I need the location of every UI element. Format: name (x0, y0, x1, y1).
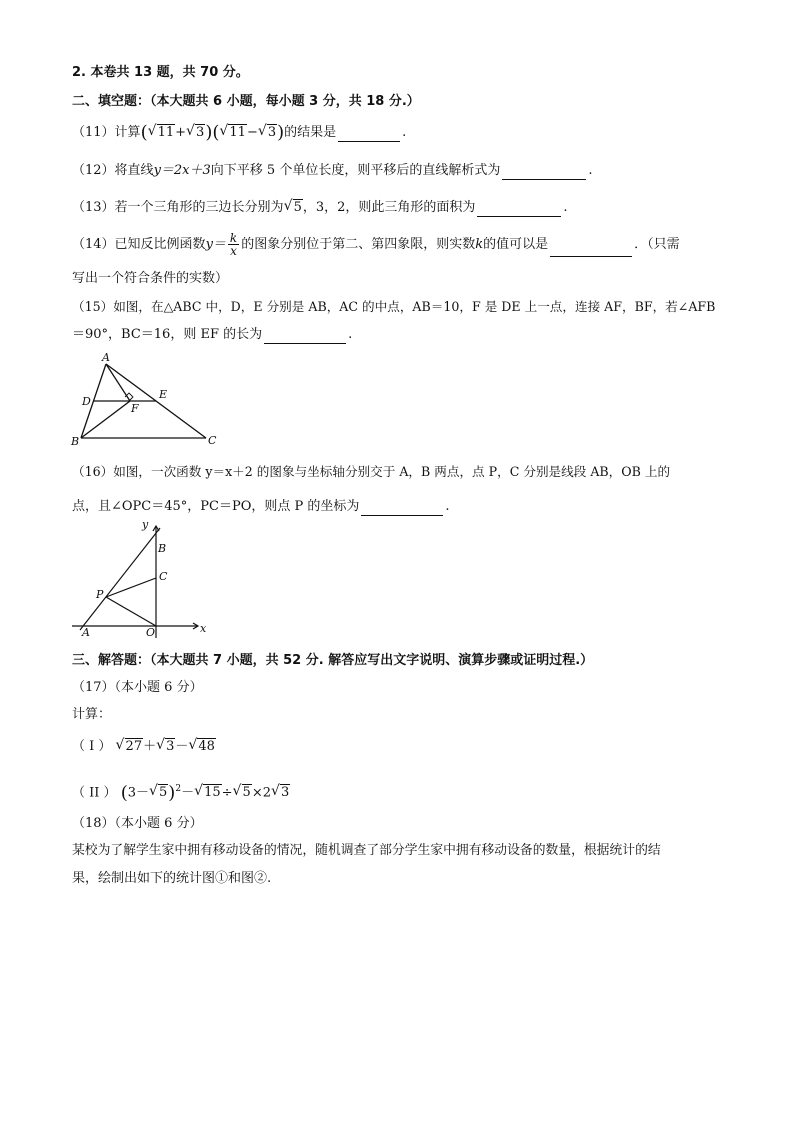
q11-number: （11） (72, 125, 115, 140)
label-x: x (200, 622, 207, 635)
q13-answer-blank[interactable] (477, 202, 561, 217)
section-3-title: 三、解答题：（本大题共 7 小题，共 52 分. 解答应写出文字说明、演算步骤或证明过程.） (72, 653, 594, 668)
label-d: D (82, 395, 91, 408)
question-15-line-2: ＝90°，BC＝16，则 EF 的长为 . (72, 327, 353, 342)
label-o: O (146, 626, 156, 639)
q15-triangle-figure (68, 352, 228, 448)
label-b: B (71, 435, 80, 448)
q17-intro: 计算： (72, 707, 112, 722)
question-16-line-2: 点，且∠OPC＝45°，PC＝PO，则点 P 的坐标为 . (72, 499, 450, 514)
q14-fraction: $\frac{k}{x}$ (229, 231, 238, 258)
question-13: （13）若一个三角形的三边长分别为√ 5，3，2，则此三角形的面积为 . (72, 199, 568, 217)
q16-coordinate-figure (68, 518, 216, 642)
question-14-line-2: 写出一个符合条件的实数） (72, 271, 229, 286)
q11-answer-blank[interactable] (338, 127, 400, 142)
q12-answer-blank[interactable] (502, 165, 586, 180)
label-b: B (158, 542, 167, 555)
label-e: E (159, 388, 168, 401)
question-11: （11）计算(√ 11+√ 3)(√ 11−√ 3)的结果是 . (72, 124, 406, 142)
q17-part-1: （ I ） √ 27＋√ 3－√ 48 (72, 738, 216, 756)
question-15: （15）如图，在△ABC 中，D，E 分别是 AB，AC 的中点，AB＝10，F 是 DE 上一点，连接 AF，BF，若∠AFB (72, 299, 716, 314)
header-line: 2. 本卷共 13 题，共 70 分。 (72, 65, 249, 80)
label-c: C (159, 570, 168, 583)
q11-text-pre: 计算 (114, 125, 141, 140)
section-2-title: 二、填空题：（本大题共 6 小题，每小题 3 分，共 18 分.） (72, 94, 420, 109)
question-12: （12）将直线y＝2x＋3向下平移 5 个单位长度，则平移后的直线解析式为 . (72, 163, 593, 178)
question-14: （14）已知反比例函数y＝ $\frac{k}{x}$ 的图象分别位于第二、第四象限，则实数k的值可以是 ．（只需 (72, 231, 680, 258)
q17-part-2: （ II ） (3－√ 5)$^2$－√ 15÷√ 5×2√ 3 (72, 780, 290, 802)
q18-header: （18）（本小题 6 分） (72, 816, 203, 831)
label-y: y (142, 518, 149, 531)
label-f: F (131, 402, 139, 415)
label-a: A (102, 352, 110, 364)
label-a: A (82, 626, 90, 639)
q18-text-line-1: 某校为了解学生家中拥有移动设备的情况，随机调查了部分学生家中拥有移动设备的数量，根据统计的结 (72, 843, 661, 858)
label-p: P (96, 588, 104, 601)
q17-header: （17）（本小题 6 分） (72, 680, 203, 695)
q11-text-post: 的结果是 (284, 125, 337, 140)
question-16: （16）如图，一次函数 y＝x＋2 的图象与坐标轴分别交于 A，B 两点，点 P，C 分别是线段 AB，OB 上的 (72, 464, 671, 479)
segment-po (106, 597, 156, 626)
label-c: C (208, 434, 217, 447)
q14-answer-blank[interactable] (550, 242, 632, 257)
q12-expression: y＝2x＋3 (153, 163, 211, 178)
line-ab (80, 528, 160, 630)
q18-text-line-2: 果，绘制出如下的统计图①和图②. (72, 871, 272, 886)
q16-answer-blank[interactable] (361, 501, 443, 516)
q15-answer-blank[interactable] (264, 329, 346, 344)
